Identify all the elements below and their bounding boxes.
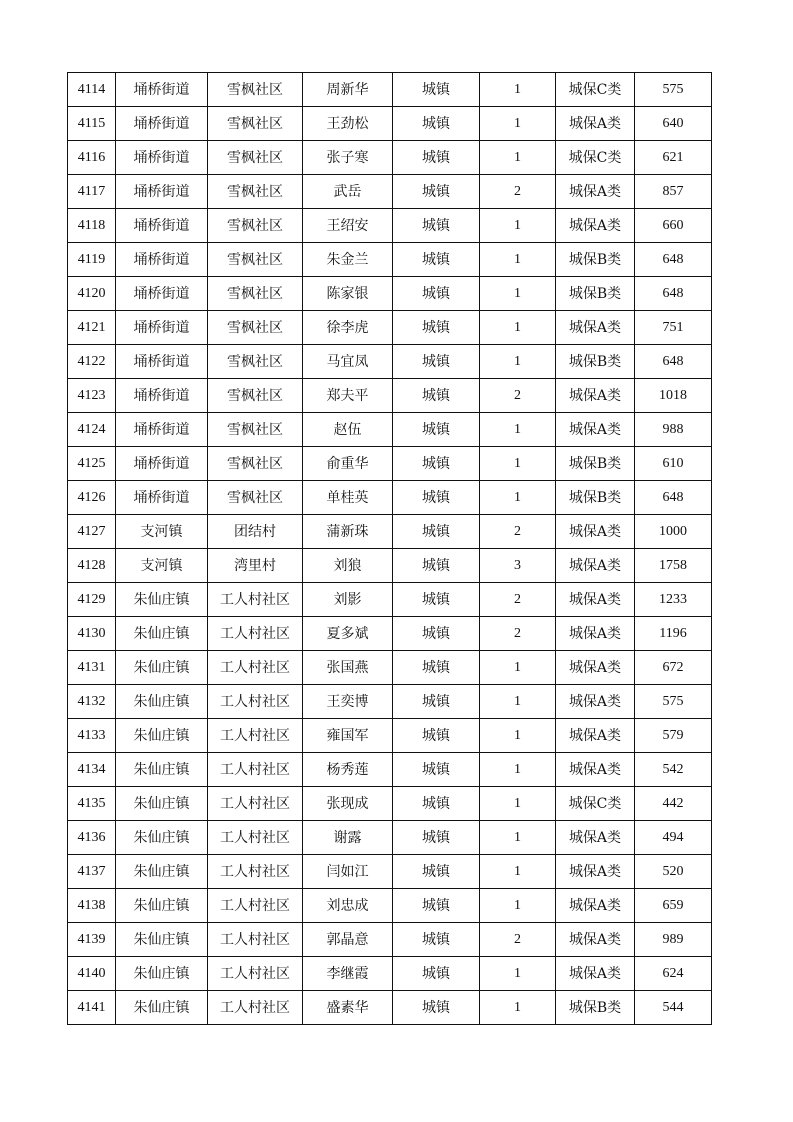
row-number-cell: 4141: [68, 991, 116, 1025]
town-cell: 朱仙庄镇: [116, 923, 208, 957]
community-cell: 工人村社区: [208, 991, 303, 1025]
area-type-cell: 城镇: [393, 719, 480, 753]
area-type-cell: 城镇: [393, 549, 480, 583]
area-type-cell: 城镇: [393, 209, 480, 243]
category-cell: 城保B类: [556, 481, 635, 515]
area-type-cell: 城镇: [393, 923, 480, 957]
household-count-cell: 1: [480, 345, 556, 379]
category-cell: 城保A类: [556, 209, 635, 243]
community-cell: 团结村: [208, 515, 303, 549]
row-number-cell: 4137: [68, 855, 116, 889]
name-cell: 朱金兰: [303, 243, 393, 277]
name-cell: 马宜凤: [303, 345, 393, 379]
community-cell: 工人村社区: [208, 753, 303, 787]
table-row: [68, 583, 712, 617]
household-count-cell: 1: [480, 413, 556, 447]
amount-cell: 520: [635, 855, 712, 889]
table-row: [68, 957, 712, 991]
community-cell: 雪枫社区: [208, 345, 303, 379]
row-number-cell: 4124: [68, 413, 116, 447]
table-row: [68, 685, 712, 719]
community-cell: 雪枫社区: [208, 175, 303, 209]
household-count-cell: 1: [480, 855, 556, 889]
household-count-cell: 1: [480, 243, 556, 277]
table-row: [68, 379, 712, 413]
town-cell: 朱仙庄镇: [116, 855, 208, 889]
town-cell: 埇桥街道: [116, 345, 208, 379]
area-type-cell: 城镇: [393, 73, 480, 107]
name-cell: 谢露: [303, 821, 393, 855]
table-row: [68, 243, 712, 277]
amount-cell: 544: [635, 991, 712, 1025]
table-row: [68, 651, 712, 685]
area-type-cell: 城镇: [393, 821, 480, 855]
town-cell: 埇桥街道: [116, 175, 208, 209]
area-type-cell: 城镇: [393, 413, 480, 447]
category-cell: 城保A类: [556, 515, 635, 549]
table-row: [68, 617, 712, 651]
household-count-cell: 1: [480, 141, 556, 175]
household-count-cell: 1: [480, 209, 556, 243]
area-type-cell: 城镇: [393, 787, 480, 821]
category-cell: 城保C类: [556, 141, 635, 175]
amount-cell: 640: [635, 107, 712, 141]
amount-cell: 988: [635, 413, 712, 447]
row-number-cell: 4134: [68, 753, 116, 787]
table-row: [68, 73, 712, 107]
row-number-cell: 4139: [68, 923, 116, 957]
area-type-cell: 城镇: [393, 855, 480, 889]
town-cell: 朱仙庄镇: [116, 787, 208, 821]
row-number-cell: 4135: [68, 787, 116, 821]
area-type-cell: 城镇: [393, 515, 480, 549]
category-cell: 城保A类: [556, 175, 635, 209]
town-cell: 埇桥街道: [116, 107, 208, 141]
town-cell: 埇桥街道: [116, 243, 208, 277]
household-count-cell: 1: [480, 651, 556, 685]
household-count-cell: 2: [480, 379, 556, 413]
name-cell: 郭晶意: [303, 923, 393, 957]
name-cell: 王劲松: [303, 107, 393, 141]
amount-cell: 1000: [635, 515, 712, 549]
household-count-cell: 1: [480, 447, 556, 481]
community-cell: 雪枫社区: [208, 379, 303, 413]
area-type-cell: 城镇: [393, 447, 480, 481]
name-cell: 蒲新珠: [303, 515, 393, 549]
name-cell: 李继霞: [303, 957, 393, 991]
table-row: [68, 991, 712, 1025]
town-cell: 朱仙庄镇: [116, 651, 208, 685]
category-cell: 城保A类: [556, 413, 635, 447]
category-cell: 城保B类: [556, 345, 635, 379]
row-number-cell: 4123: [68, 379, 116, 413]
household-count-cell: 2: [480, 515, 556, 549]
table-row: [68, 277, 712, 311]
town-cell: 支河镇: [116, 549, 208, 583]
town-cell: 埇桥街道: [116, 447, 208, 481]
row-number-cell: 4119: [68, 243, 116, 277]
amount-cell: 751: [635, 311, 712, 345]
town-cell: 埇桥街道: [116, 413, 208, 447]
name-cell: 周新华: [303, 73, 393, 107]
household-count-cell: 3: [480, 549, 556, 583]
name-cell: 盛素华: [303, 991, 393, 1025]
community-cell: 工人村社区: [208, 617, 303, 651]
name-cell: 刘影: [303, 583, 393, 617]
community-cell: 工人村社区: [208, 889, 303, 923]
area-type-cell: 城镇: [393, 617, 480, 651]
household-count-cell: 1: [480, 107, 556, 141]
household-count-cell: 1: [480, 481, 556, 515]
table-row: [68, 175, 712, 209]
name-cell: 武岳: [303, 175, 393, 209]
amount-cell: 624: [635, 957, 712, 991]
row-number-cell: 4126: [68, 481, 116, 515]
table-row: [68, 787, 712, 821]
name-cell: 夏多斌: [303, 617, 393, 651]
category-cell: 城保A类: [556, 549, 635, 583]
table-row: [68, 719, 712, 753]
town-cell: 朱仙庄镇: [116, 821, 208, 855]
data-table: [67, 72, 712, 1025]
community-cell: 工人村社区: [208, 651, 303, 685]
table-row: [68, 923, 712, 957]
area-type-cell: 城镇: [393, 311, 480, 345]
amount-cell: 660: [635, 209, 712, 243]
row-number-cell: 4114: [68, 73, 116, 107]
row-number-cell: 4117: [68, 175, 116, 209]
row-number-cell: 4130: [68, 617, 116, 651]
name-cell: 王奕博: [303, 685, 393, 719]
household-count-cell: 2: [480, 923, 556, 957]
category-cell: 城保B类: [556, 243, 635, 277]
community-cell: 雪枫社区: [208, 107, 303, 141]
community-cell: 雪枫社区: [208, 73, 303, 107]
community-cell: 工人村社区: [208, 685, 303, 719]
community-cell: 工人村社区: [208, 583, 303, 617]
household-count-cell: 1: [480, 957, 556, 991]
category-cell: 城保A类: [556, 617, 635, 651]
category-cell: 城保C类: [556, 73, 635, 107]
household-count-cell: 2: [480, 617, 556, 651]
town-cell: 埇桥街道: [116, 481, 208, 515]
name-cell: 刘狼: [303, 549, 393, 583]
amount-cell: 857: [635, 175, 712, 209]
row-number-cell: 4138: [68, 889, 116, 923]
area-type-cell: 城镇: [393, 345, 480, 379]
category-cell: 城保A类: [556, 311, 635, 345]
amount-cell: 1758: [635, 549, 712, 583]
area-type-cell: 城镇: [393, 175, 480, 209]
area-type-cell: 城镇: [393, 651, 480, 685]
amount-cell: 1018: [635, 379, 712, 413]
table-row: [68, 141, 712, 175]
amount-cell: 648: [635, 345, 712, 379]
row-number-cell: 4120: [68, 277, 116, 311]
amount-cell: 648: [635, 243, 712, 277]
household-count-cell: 1: [480, 991, 556, 1025]
table-body: [68, 73, 712, 1025]
amount-cell: 575: [635, 685, 712, 719]
table-row: [68, 753, 712, 787]
area-type-cell: 城镇: [393, 107, 480, 141]
name-cell: 郑夫平: [303, 379, 393, 413]
row-number-cell: 4122: [68, 345, 116, 379]
town-cell: 埇桥街道: [116, 277, 208, 311]
town-cell: 埇桥街道: [116, 209, 208, 243]
community-cell: 雪枫社区: [208, 447, 303, 481]
amount-cell: 442: [635, 787, 712, 821]
amount-cell: 621: [635, 141, 712, 175]
table-row: [68, 345, 712, 379]
name-cell: 王绍安: [303, 209, 393, 243]
household-count-cell: 1: [480, 277, 556, 311]
area-type-cell: 城镇: [393, 141, 480, 175]
area-type-cell: 城镇: [393, 889, 480, 923]
community-cell: 雪枫社区: [208, 141, 303, 175]
household-count-cell: 1: [480, 685, 556, 719]
amount-cell: 575: [635, 73, 712, 107]
name-cell: 俞重华: [303, 447, 393, 481]
household-count-cell: 1: [480, 719, 556, 753]
amount-cell: 648: [635, 277, 712, 311]
area-type-cell: 城镇: [393, 481, 480, 515]
amount-cell: 542: [635, 753, 712, 787]
household-count-cell: 2: [480, 583, 556, 617]
town-cell: 朱仙庄镇: [116, 583, 208, 617]
table-row: [68, 447, 712, 481]
community-cell: 雪枫社区: [208, 209, 303, 243]
household-count-cell: 1: [480, 73, 556, 107]
table-row: [68, 549, 712, 583]
table-row: [68, 481, 712, 515]
row-number-cell: 4132: [68, 685, 116, 719]
name-cell: 单桂英: [303, 481, 393, 515]
town-cell: 朱仙庄镇: [116, 719, 208, 753]
amount-cell: 1233: [635, 583, 712, 617]
category-cell: 城保A类: [556, 379, 635, 413]
table-row: [68, 821, 712, 855]
name-cell: 张现成: [303, 787, 393, 821]
row-number-cell: 4131: [68, 651, 116, 685]
row-number-cell: 4133: [68, 719, 116, 753]
row-number-cell: 4128: [68, 549, 116, 583]
area-type-cell: 城镇: [393, 753, 480, 787]
category-cell: 城保A类: [556, 923, 635, 957]
community-cell: 雪枫社区: [208, 481, 303, 515]
area-type-cell: 城镇: [393, 685, 480, 719]
community-cell: 工人村社区: [208, 719, 303, 753]
amount-cell: 494: [635, 821, 712, 855]
town-cell: 埇桥街道: [116, 379, 208, 413]
category-cell: 城保A类: [556, 753, 635, 787]
community-cell: 工人村社区: [208, 957, 303, 991]
town-cell: 埇桥街道: [116, 141, 208, 175]
table-row: [68, 107, 712, 141]
row-number-cell: 4121: [68, 311, 116, 345]
category-cell: 城保B类: [556, 991, 635, 1025]
household-count-cell: 1: [480, 753, 556, 787]
table-row: [68, 413, 712, 447]
category-cell: 城保A类: [556, 651, 635, 685]
area-type-cell: 城镇: [393, 379, 480, 413]
name-cell: 陈家银: [303, 277, 393, 311]
community-cell: 雪枫社区: [208, 277, 303, 311]
town-cell: 埇桥街道: [116, 73, 208, 107]
community-cell: 雪枫社区: [208, 243, 303, 277]
household-count-cell: 2: [480, 175, 556, 209]
area-type-cell: 城镇: [393, 583, 480, 617]
town-cell: 支河镇: [116, 515, 208, 549]
amount-cell: 579: [635, 719, 712, 753]
community-cell: 雪枫社区: [208, 413, 303, 447]
town-cell: 朱仙庄镇: [116, 617, 208, 651]
row-number-cell: 4136: [68, 821, 116, 855]
town-cell: 朱仙庄镇: [116, 685, 208, 719]
town-cell: 朱仙庄镇: [116, 957, 208, 991]
category-cell: 城保A类: [556, 685, 635, 719]
household-count-cell: 1: [480, 311, 556, 345]
table-row: [68, 855, 712, 889]
household-count-cell: 1: [480, 821, 556, 855]
town-cell: 朱仙庄镇: [116, 753, 208, 787]
household-count-cell: 1: [480, 787, 556, 821]
table-row: [68, 311, 712, 345]
area-type-cell: 城镇: [393, 243, 480, 277]
row-number-cell: 4125: [68, 447, 116, 481]
category-cell: 城保A类: [556, 889, 635, 923]
category-cell: 城保A类: [556, 957, 635, 991]
area-type-cell: 城镇: [393, 991, 480, 1025]
name-cell: 杨秀莲: [303, 753, 393, 787]
name-cell: 张子寒: [303, 141, 393, 175]
community-cell: 工人村社区: [208, 821, 303, 855]
amount-cell: 610: [635, 447, 712, 481]
town-cell: 埇桥街道: [116, 311, 208, 345]
row-number-cell: 4116: [68, 141, 116, 175]
row-number-cell: 4129: [68, 583, 116, 617]
table-row: [68, 889, 712, 923]
category-cell: 城保B类: [556, 447, 635, 481]
category-cell: 城保A类: [556, 855, 635, 889]
amount-cell: 648: [635, 481, 712, 515]
name-cell: 闫如江: [303, 855, 393, 889]
amount-cell: 672: [635, 651, 712, 685]
row-number-cell: 4118: [68, 209, 116, 243]
name-cell: 刘忠成: [303, 889, 393, 923]
category-cell: 城保A类: [556, 821, 635, 855]
community-cell: 工人村社区: [208, 787, 303, 821]
table-row: [68, 515, 712, 549]
table-row: [68, 209, 712, 243]
area-type-cell: 城镇: [393, 957, 480, 991]
row-number-cell: 4115: [68, 107, 116, 141]
name-cell: 张国燕: [303, 651, 393, 685]
community-cell: 工人村社区: [208, 923, 303, 957]
amount-cell: 1196: [635, 617, 712, 651]
category-cell: 城保C类: [556, 787, 635, 821]
name-cell: 徐李虎: [303, 311, 393, 345]
amount-cell: 989: [635, 923, 712, 957]
category-cell: 城保B类: [556, 277, 635, 311]
name-cell: 赵伍: [303, 413, 393, 447]
household-count-cell: 1: [480, 889, 556, 923]
town-cell: 朱仙庄镇: [116, 889, 208, 923]
amount-cell: 659: [635, 889, 712, 923]
community-cell: 湾里村: [208, 549, 303, 583]
category-cell: 城保A类: [556, 583, 635, 617]
town-cell: 朱仙庄镇: [116, 991, 208, 1025]
community-cell: 工人村社区: [208, 855, 303, 889]
category-cell: 城保A类: [556, 107, 635, 141]
row-number-cell: 4127: [68, 515, 116, 549]
area-type-cell: 城镇: [393, 277, 480, 311]
community-cell: 雪枫社区: [208, 311, 303, 345]
row-number-cell: 4140: [68, 957, 116, 991]
name-cell: 雍国军: [303, 719, 393, 753]
category-cell: 城保A类: [556, 719, 635, 753]
